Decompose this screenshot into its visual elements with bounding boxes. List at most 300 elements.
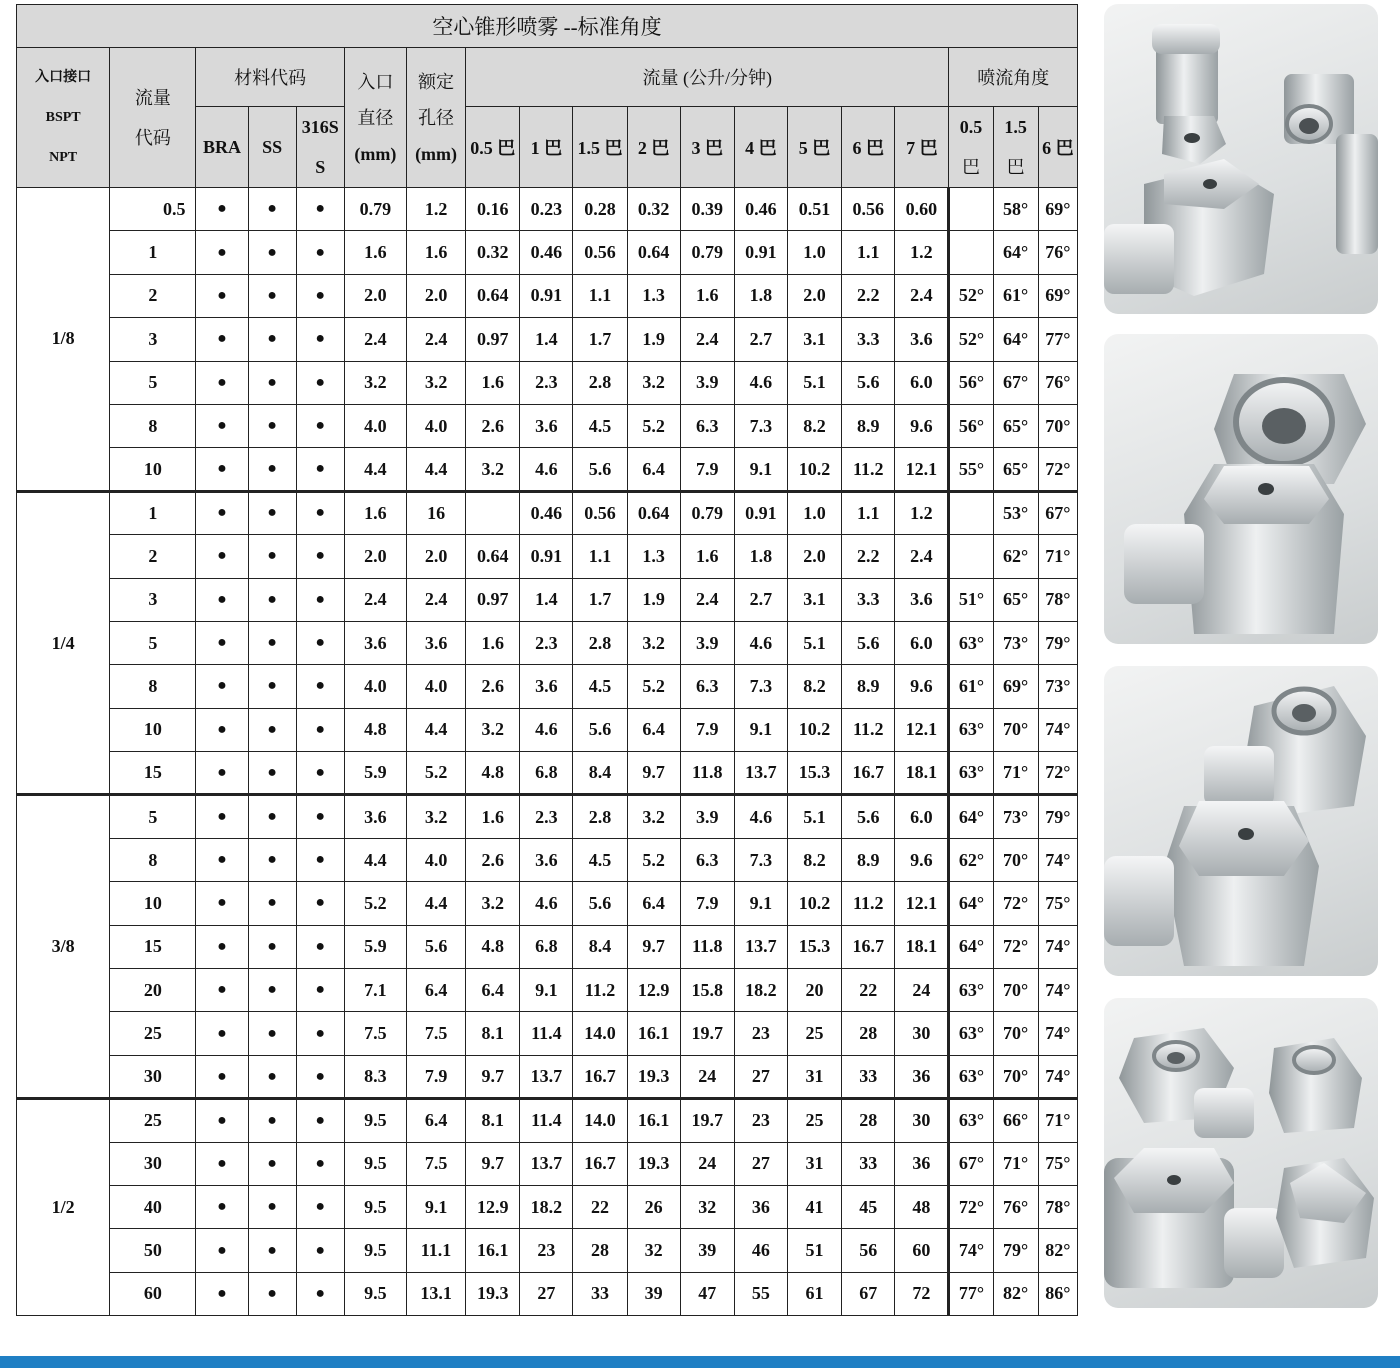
flow-rate-cell: 6.4 <box>627 708 680 751</box>
connection-header-line3: NPT <box>49 149 78 165</box>
flow-rate-cell: 0.23 <box>520 188 573 231</box>
orifice-diameter-cell: 4.0 <box>406 665 465 708</box>
flow-rate-cell: 27 <box>520 1272 573 1315</box>
flow-rate-cell: 1.4 <box>520 318 573 361</box>
inlet-diameter-header <box>344 48 406 188</box>
flow-rate-cell: 1.3 <box>627 274 680 317</box>
flow-rate-cell: 15.3 <box>787 925 841 968</box>
spray-angle-cell: 55° <box>949 448 993 491</box>
spray-angle-cell: 70° <box>993 708 1038 751</box>
flow-rate-cell: 5.6 <box>842 621 895 664</box>
orifice-diameter-cell: 9.1 <box>406 1185 465 1228</box>
spray-angle-cell: 63° <box>949 1099 993 1142</box>
spray-angle-cell: 61° <box>993 274 1038 317</box>
flow-code-cell: 3 <box>110 318 196 361</box>
flow-code-cell: 1 <box>110 231 196 274</box>
spray-angle-cell: 74° <box>1038 838 1077 881</box>
spray-angle-cell: 73° <box>1038 665 1077 708</box>
nozzle-photo-3-art <box>1104 666 1378 976</box>
table-row <box>17 274 1078 317</box>
flow-rate-cell: 1.7 <box>573 318 627 361</box>
material-bra-mark: ● <box>196 404 248 447</box>
material-ss-mark: ● <box>248 188 296 231</box>
flow-rate-cell: 1.6 <box>466 795 520 838</box>
spray-angle-cell: 70° <box>993 969 1038 1012</box>
spray-angle-cell: 64° <box>993 231 1038 274</box>
flow-rate-cell: 9.1 <box>734 708 787 751</box>
flow-rate-cell: 1.1 <box>842 491 895 534</box>
flow-code-cell: 10 <box>110 882 196 925</box>
spray-angle-cell: 77° <box>949 1272 993 1315</box>
material-316ss-mark: ● <box>296 188 344 231</box>
material-bra-mark: ● <box>196 752 248 795</box>
flow-rate-cell: 7.9 <box>680 708 734 751</box>
material-316ss-mark: ● <box>296 1012 344 1055</box>
orifice-diameter-cell: 11.1 <box>406 1229 465 1272</box>
flow-rate-cell: 6.3 <box>680 665 734 708</box>
flow-code-cell: 8 <box>110 404 196 447</box>
material-316ss-mark: ● <box>296 448 344 491</box>
orifice-diameter-cell: 3.2 <box>406 361 465 404</box>
flow-rate-cell: 9.7 <box>627 925 680 968</box>
material-316ss-line2: S <box>315 157 326 177</box>
flow-rate-cell: 3.6 <box>895 318 949 361</box>
flow-rate-cell: 5.6 <box>573 882 627 925</box>
spray-angle-cell: 77° <box>1038 318 1077 361</box>
fitting-thread <box>1104 856 1174 946</box>
flow-rate-cell: 1.6 <box>466 361 520 404</box>
spray-angle-cell: 71° <box>993 1142 1038 1185</box>
orifice-diameter-cell: 3.2 <box>406 795 465 838</box>
flow-rate-cell: 8.1 <box>466 1099 520 1142</box>
orifice-header <box>406 48 465 188</box>
spray-angle-cell: 64° <box>949 795 993 838</box>
flow-rate-cell: 11.2 <box>842 882 895 925</box>
fitting-thread <box>1224 1208 1284 1278</box>
pressure-header: 7 巴 <box>895 107 949 188</box>
material-ss-mark: ● <box>248 404 296 447</box>
flow-rate-cell: 4.8 <box>466 925 520 968</box>
flow-rate-cell: 55 <box>734 1272 787 1315</box>
flow-rate-cell: 12.9 <box>627 969 680 1012</box>
spray-angle-cell: 73° <box>993 621 1038 664</box>
spray-angle-cell: 67° <box>1038 491 1077 534</box>
flow-rate-cell: 11.2 <box>573 969 627 1012</box>
flow-rate-cell: 0.56 <box>573 231 627 274</box>
material-316ss-mark: ● <box>296 491 344 534</box>
flow-rate-cell: 1.3 <box>627 535 680 578</box>
flow-rate-cell: 9.6 <box>895 665 949 708</box>
flow-rate-cell: 2.2 <box>842 274 895 317</box>
flow-rate-cell: 16.1 <box>627 1099 680 1142</box>
flow-rate-cell: 1.0 <box>787 231 841 274</box>
spray-angle-cell: 53° <box>993 491 1038 534</box>
angle-pressure-header-3: 6 巴 <box>1038 107 1077 188</box>
inlet-diameter-line3: (mm) <box>354 143 397 164</box>
spray-angle-cell: 69° <box>993 665 1038 708</box>
flow-rate-cell: 4.6 <box>520 882 573 925</box>
material-bra-mark: ● <box>196 188 248 231</box>
flow-rate-cell: 24 <box>680 1142 734 1185</box>
flow-rate-cell: 9.1 <box>734 448 787 491</box>
material-ss-mark: ● <box>248 1272 296 1315</box>
material-bra-mark: ● <box>196 448 248 491</box>
material-ss-mark: ● <box>248 274 296 317</box>
flow-code-cell: 15 <box>110 752 196 795</box>
flow-rate-cell: 0.64 <box>466 535 520 578</box>
table-row <box>17 1272 1078 1315</box>
flow-rate-cell: 67 <box>842 1272 895 1315</box>
spray-angle-cell: 58° <box>993 188 1038 231</box>
spray-angle-cell: 74° <box>1038 1012 1077 1055</box>
flow-rate-cell: 4.6 <box>734 361 787 404</box>
flow-rate-cell: 32 <box>680 1185 734 1228</box>
flow-rate-cell: 8.9 <box>842 838 895 881</box>
flow-rate-cell: 0.64 <box>627 491 680 534</box>
flow-rate-cell: 23 <box>734 1099 787 1142</box>
fitting-thread <box>1124 524 1204 604</box>
spray-angle-cell: 78° <box>1038 1185 1077 1228</box>
nozzle-photo-3 <box>1104 666 1378 976</box>
spray-angle-cell: 76° <box>1038 361 1077 404</box>
flow-rate-cell: 0.32 <box>627 188 680 231</box>
flow-rate-cell: 4.6 <box>734 795 787 838</box>
fitting-opening <box>1294 1047 1334 1073</box>
flow-rate-cell: 1.4 <box>520 578 573 621</box>
spray-angle-cell: 65° <box>993 578 1038 621</box>
spray-angle-cell: 64° <box>949 882 993 925</box>
flow-rate-cell: 27 <box>734 1142 787 1185</box>
flow-rate-cell: 0.51 <box>787 188 841 231</box>
material-bra-mark: ● <box>196 621 248 664</box>
inlet-diameter-cell: 8.3 <box>344 1055 406 1098</box>
spray-angle-cell: 74° <box>1038 1055 1077 1098</box>
flow-rate-cell: 25 <box>787 1012 841 1055</box>
material-316ss-mark: ● <box>296 752 344 795</box>
flow-code-header <box>110 48 196 188</box>
material-316ss-mark: ● <box>296 1142 344 1185</box>
flow-rate-cell: 30 <box>895 1099 949 1142</box>
inlet-diameter-cell: 3.6 <box>344 621 406 664</box>
flow-rate-cell: 5.2 <box>627 404 680 447</box>
flow-rate-cell: 28 <box>842 1012 895 1055</box>
inlet-diameter-cell: 7.5 <box>344 1012 406 1055</box>
flow-rate-cell: 8.2 <box>787 404 841 447</box>
flow-rate-cell: 16.7 <box>573 1055 627 1098</box>
flow-rate-cell: 23 <box>520 1229 573 1272</box>
flow-rate-cell: 6.0 <box>895 361 949 404</box>
spray-angle-cell: 74° <box>1038 708 1077 751</box>
flow-rate-cell: 6.4 <box>466 969 520 1012</box>
flow-rate-cell: 3.9 <box>680 621 734 664</box>
material-ss-mark: ● <box>248 621 296 664</box>
material-ss-mark: ● <box>248 1229 296 1272</box>
connection-header-line1: 入口接口 <box>35 69 92 85</box>
orifice-diameter-cell: 1.6 <box>406 231 465 274</box>
nozzle-photo-2-art <box>1104 334 1378 644</box>
flow-rate-cell: 48 <box>895 1185 949 1228</box>
flow-rate-cell: 16.1 <box>627 1012 680 1055</box>
flow-rate-cell: 0.46 <box>520 491 573 534</box>
flow-rate-cell: 61 <box>787 1272 841 1315</box>
spray-angle-cell: 63° <box>949 708 993 751</box>
material-316ss-mark: ● <box>296 838 344 881</box>
material-ss-mark: ● <box>248 1142 296 1185</box>
pressure-header: 5 巴 <box>787 107 841 188</box>
spray-angle-cell: 65° <box>993 448 1038 491</box>
material-316ss-mark: ● <box>296 274 344 317</box>
flow-rate-cell: 16.7 <box>842 925 895 968</box>
table-row <box>17 318 1078 361</box>
spray-angle-cell: 79° <box>1038 795 1077 838</box>
flow-rate-cell: 0.91 <box>520 274 573 317</box>
flow-rate-cell: 7.9 <box>680 448 734 491</box>
spray-angle-cell: 69° <box>1038 188 1077 231</box>
orifice-diameter-cell: 4.4 <box>406 448 465 491</box>
flow-rate-cell: 19.3 <box>466 1272 520 1315</box>
orifice-diameter-cell: 2.4 <box>406 578 465 621</box>
flow-rate-cell: 3.6 <box>520 665 573 708</box>
flow-rate-cell: 3.9 <box>680 795 734 838</box>
inlet-diameter-cell: 1.6 <box>344 231 406 274</box>
flow-rate-cell: 56 <box>842 1229 895 1272</box>
flow-rate-cell: 5.6 <box>573 708 627 751</box>
flow-rate-cell: 2.3 <box>520 621 573 664</box>
material-bra-mark: ● <box>196 1055 248 1098</box>
flow-rate-cell: 3.3 <box>842 578 895 621</box>
material-bra-mark: ● <box>196 708 248 751</box>
flow-rate-cell: 51 <box>787 1229 841 1272</box>
spray-angle-cell: 82° <box>993 1272 1038 1315</box>
spray-angle-cell: 75° <box>1038 882 1077 925</box>
flow-rate-cell: 36 <box>895 1055 949 1098</box>
flow-rate-cell: 39 <box>627 1272 680 1315</box>
material-bra-mark: ● <box>196 969 248 1012</box>
spray-angle-cell: 72° <box>949 1185 993 1228</box>
nozzle-photo-1 <box>1104 4 1378 314</box>
flow-rate-cell: 4.5 <box>573 838 627 881</box>
flow-rate-cell: 2.4 <box>895 535 949 578</box>
orifice-line2: 孔径 <box>418 107 455 128</box>
flow-rate-cell: 0.91 <box>734 491 787 534</box>
flow-rate-cell: 6.3 <box>680 838 734 881</box>
spray-angle-cell: 71° <box>993 752 1038 795</box>
flow-rate-cell: 5.1 <box>787 621 841 664</box>
flow-rate-cell: 19.3 <box>627 1142 680 1185</box>
material-ss-mark: ● <box>248 665 296 708</box>
flow-rate-cell: 28 <box>573 1229 627 1272</box>
spray-angle-cell: 70° <box>1038 404 1077 447</box>
table-row <box>17 231 1078 274</box>
orifice-diameter-cell: 7.9 <box>406 1055 465 1098</box>
flow-rate-cell: 2.6 <box>466 838 520 881</box>
flow-rate-cell: 2.0 <box>787 535 841 578</box>
flow-rate-cell: 11.2 <box>842 708 895 751</box>
material-bra-mark: ● <box>196 925 248 968</box>
flow-rate-cell: 8.4 <box>573 752 627 795</box>
material-ss-mark: ● <box>248 1055 296 1098</box>
flow-rate-cell: 3.1 <box>787 578 841 621</box>
flow-rate-cell: 26 <box>627 1185 680 1228</box>
nozzle-photo-1-art <box>1104 4 1378 314</box>
flow-rate-cell: 5.1 <box>787 361 841 404</box>
flow-rate-cell: 33 <box>842 1142 895 1185</box>
flow-rate-cell: 2.6 <box>466 404 520 447</box>
table-row <box>17 665 1078 708</box>
material-ss-mark: ● <box>248 231 296 274</box>
flow-rate-cell: 11.4 <box>520 1099 573 1142</box>
material-ss-mark: ● <box>248 838 296 881</box>
flow-rate-cell: 20 <box>787 969 841 1012</box>
flow-rate-cell: 47 <box>680 1272 734 1315</box>
flow-rate-cell: 5.2 <box>627 665 680 708</box>
flow-code-cell: 15 <box>110 925 196 968</box>
bottom-accent-bar <box>0 1356 1400 1368</box>
material-316ss-header <box>296 107 344 188</box>
flow-rate-cell: 2.7 <box>734 318 787 361</box>
orifice-diameter-cell: 3.6 <box>406 621 465 664</box>
flow-rate-cell: 2.4 <box>680 578 734 621</box>
flow-code-cell: 5 <box>110 361 196 404</box>
material-316ss-mark: ● <box>296 1272 344 1315</box>
flow-rate-cell: 16.1 <box>466 1229 520 1272</box>
spray-angle-cell: 75° <box>1038 1142 1077 1185</box>
flow-rate-cell: 4.6 <box>734 621 787 664</box>
inlet-diameter-cell: 3.6 <box>344 795 406 838</box>
spray-angle-cell <box>949 535 993 578</box>
fitting-thread <box>1104 224 1174 294</box>
inlet-diameter-cell: 9.5 <box>344 1229 406 1272</box>
flow-code-cell: 1 <box>110 491 196 534</box>
material-bra-mark: ● <box>196 361 248 404</box>
spray-angle-cell: 63° <box>949 752 993 795</box>
flow-rate-cell: 2.4 <box>895 274 949 317</box>
flow-rate-cell: 8.2 <box>787 665 841 708</box>
spray-angle-cell: 63° <box>949 1012 993 1055</box>
flow-rate-cell: 3.2 <box>466 882 520 925</box>
inlet-diameter-cell: 5.9 <box>344 752 406 795</box>
flow-rate-cell: 1.1 <box>573 535 627 578</box>
flow-code-cell: 30 <box>110 1142 196 1185</box>
flow-code-cell: 30 <box>110 1055 196 1098</box>
material-bra-mark: ● <box>196 578 248 621</box>
spray-angle-cell: 63° <box>949 621 993 664</box>
orifice-hole <box>1203 179 1217 189</box>
flow-rate-cell: 19.7 <box>680 1012 734 1055</box>
material-bra-mark: ● <box>196 838 248 881</box>
flow-rate-cell: 8.9 <box>842 404 895 447</box>
flow-rate-cell: 1.1 <box>573 274 627 317</box>
flow-rate-cell: 8.2 <box>787 838 841 881</box>
orifice-diameter-cell: 4.0 <box>406 404 465 447</box>
flow-rate-cell: 2.4 <box>680 318 734 361</box>
flow-rate-cell: 10.2 <box>787 448 841 491</box>
spray-angle-cell: 78° <box>1038 578 1077 621</box>
flow-rate-cell: 18.2 <box>520 1185 573 1228</box>
flow-rate-cell: 3.9 <box>680 361 734 404</box>
flow-rate-cell: 36 <box>734 1185 787 1228</box>
flow-rate-cell: 5.6 <box>842 795 895 838</box>
spray-angle-cell: 76° <box>993 1185 1038 1228</box>
flow-rate-cell: 2.3 <box>520 795 573 838</box>
spray-angle-cell: 72° <box>993 925 1038 968</box>
flow-rate-cell: 36 <box>895 1142 949 1185</box>
material-316ss-mark: ● <box>296 404 344 447</box>
flow-code-cell: 5 <box>110 621 196 664</box>
spray-angle-cell: 76° <box>1038 231 1077 274</box>
flow-code-cell: 2 <box>110 274 196 317</box>
flow-code-cell: 25 <box>110 1099 196 1142</box>
flow-rate-cell: 1.9 <box>627 578 680 621</box>
pressure-header: 6 巴 <box>842 107 895 188</box>
orifice-hole <box>1167 1052 1185 1064</box>
material-ss-mark: ● <box>248 1099 296 1142</box>
flow-rate-cell: 2.0 <box>787 274 841 317</box>
material-ss-mark: ● <box>248 969 296 1012</box>
material-316ss-mark: ● <box>296 708 344 751</box>
spray-angle-cell: 63° <box>949 969 993 1012</box>
flow-rate-cell: 0.64 <box>466 274 520 317</box>
fitting-thread <box>1204 746 1274 806</box>
orifice-diameter-cell: 4.4 <box>406 708 465 751</box>
flow-rate-cell: 12.1 <box>895 708 949 751</box>
material-316ss-mark: ● <box>296 1229 344 1272</box>
flow-rate-cell: 0.60 <box>895 188 949 231</box>
orifice-hole <box>1258 483 1274 495</box>
orifice-hole <box>1184 133 1200 143</box>
nozzle-photo-4 <box>1104 998 1378 1308</box>
inlet-diameter-cell: 5.9 <box>344 925 406 968</box>
flow-rate-cell: 72 <box>895 1272 949 1315</box>
flow-rate-cell: 12.9 <box>466 1185 520 1228</box>
flow-code-cell: 8 <box>110 838 196 881</box>
angle-p1-line1: 0.5 <box>959 117 983 137</box>
inlet-diameter-cell: 2.4 <box>344 318 406 361</box>
inlet-diameter-cell: 0.79 <box>344 188 406 231</box>
spray-angle-cell: 72° <box>1038 448 1077 491</box>
orifice-hole <box>1238 828 1254 840</box>
material-316ss-mark: ● <box>296 925 344 968</box>
spray-angle-cell: 70° <box>993 1012 1038 1055</box>
nozzle-photo-4-art <box>1104 998 1378 1308</box>
table-row <box>17 969 1078 1012</box>
table-row <box>17 448 1078 491</box>
flow-rate-cell: 11.8 <box>680 752 734 795</box>
orifice-diameter-cell: 6.4 <box>406 969 465 1012</box>
spray-angle-cell: 69° <box>1038 274 1077 317</box>
material-ss-mark: ● <box>248 882 296 925</box>
flow-rate-cell: 1.8 <box>734 535 787 578</box>
angle-pressure-header-1 <box>949 107 993 188</box>
flow-rate-cell: 1.6 <box>466 621 520 664</box>
flow-rate-cell: 4.5 <box>573 404 627 447</box>
connection-header <box>17 48 110 188</box>
spec-table <box>16 4 1078 1316</box>
table-row <box>17 795 1078 838</box>
pressure-header: 1.5 巴 <box>573 107 627 188</box>
flow-rate-cell: 19.3 <box>627 1055 680 1098</box>
spray-angle-cell: 70° <box>993 1055 1038 1098</box>
flow-rate-cell: 7.3 <box>734 665 787 708</box>
flow-rate-cell: 0.39 <box>680 188 734 231</box>
flow-rate-cell: 2.2 <box>842 535 895 578</box>
flow-rate-cell: 8.4 <box>573 925 627 968</box>
flow-rate-cell: 1.2 <box>895 491 949 534</box>
pressure-header: 0.5 巴 <box>466 107 520 188</box>
flow-rate-cell: 1.8 <box>734 274 787 317</box>
table-row <box>17 1229 1078 1272</box>
flow-rate-cell: 1.0 <box>787 491 841 534</box>
